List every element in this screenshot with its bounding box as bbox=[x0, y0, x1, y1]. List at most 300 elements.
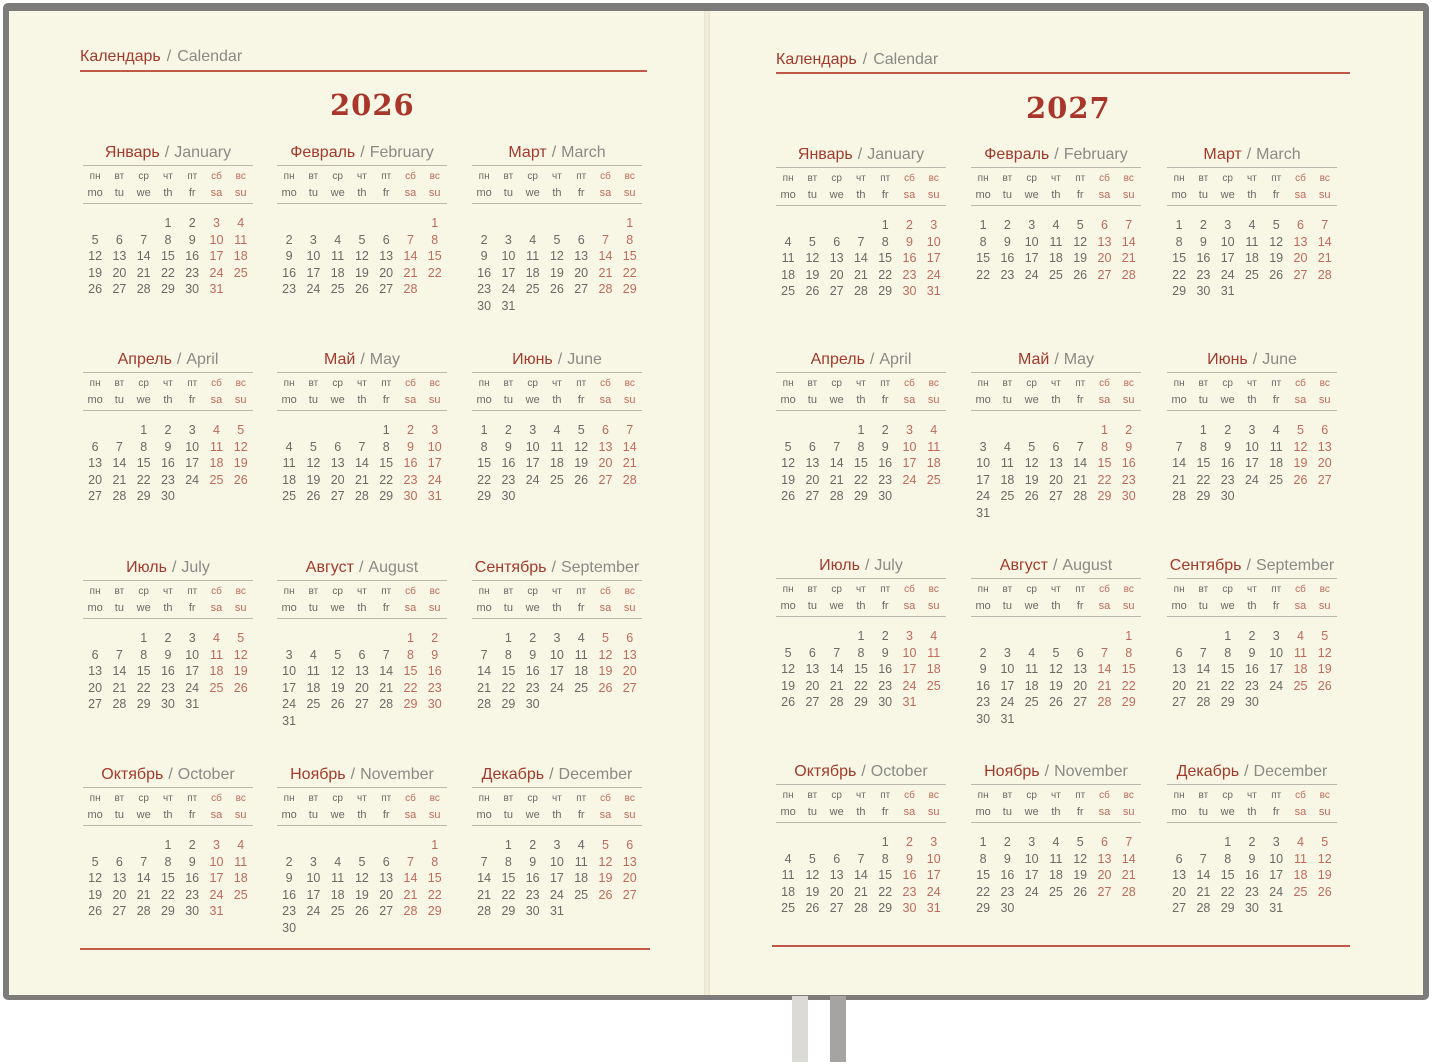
day-cell: 17 bbox=[306, 887, 321, 902]
day-cell: 28 bbox=[622, 472, 637, 487]
day-cell: 17 bbox=[902, 456, 917, 470]
weekday-en: mo bbox=[1171, 806, 1187, 818]
day-cell: 7 bbox=[1199, 645, 1207, 660]
day-cell: 4 bbox=[1052, 835, 1060, 849]
day-cell bbox=[1068, 628, 1092, 645]
weekday-en: th bbox=[357, 602, 367, 614]
day-cell: 6 bbox=[626, 631, 634, 645]
day-cell: 17 bbox=[501, 265, 516, 280]
spacer bbox=[776, 620, 946, 628]
day-cell: 23 bbox=[1000, 884, 1015, 899]
day-cell bbox=[326, 920, 350, 937]
day-cell: 1 bbox=[1175, 218, 1183, 232]
title-separator: / bbox=[557, 351, 563, 368]
day-cell: 20 bbox=[574, 265, 589, 280]
weekday-ru: пт bbox=[576, 586, 587, 597]
day-cell: 26 bbox=[805, 284, 820, 298]
day-cell: 8 bbox=[431, 854, 439, 869]
weekday-ru: сб bbox=[405, 378, 416, 389]
day-cell: 29 bbox=[622, 282, 637, 296]
day-cell: 7 bbox=[140, 232, 148, 247]
day-cell bbox=[326, 422, 350, 439]
day-cell: 1 bbox=[881, 835, 889, 849]
week-row bbox=[776, 851, 946, 868]
week-row bbox=[1167, 645, 1337, 662]
weekday-en: th bbox=[357, 394, 367, 406]
day-cell: 16 bbox=[878, 662, 893, 676]
week-row bbox=[277, 265, 447, 282]
day-cell: 7 bbox=[857, 234, 865, 249]
title-separator: / bbox=[1052, 557, 1058, 574]
day-cell bbox=[825, 834, 849, 851]
month-title bbox=[277, 765, 447, 785]
day-cell: 17 bbox=[1244, 456, 1259, 470]
day-cell: 2 bbox=[529, 631, 537, 645]
week-row bbox=[971, 900, 1141, 917]
day-cell: 23 bbox=[1196, 267, 1211, 282]
month-title bbox=[776, 145, 946, 165]
month-february-2026 bbox=[277, 143, 447, 298]
month-february-2027 bbox=[971, 145, 1141, 283]
weekday-header-en bbox=[776, 598, 946, 614]
weekday-en: tu bbox=[1198, 600, 1208, 612]
day-cell bbox=[1264, 694, 1288, 711]
day-cell: 13 bbox=[379, 871, 394, 885]
weekday-header-ru bbox=[1167, 171, 1337, 187]
day-cell: 9 bbox=[529, 854, 537, 869]
day-cell bbox=[569, 488, 593, 505]
day-cell: 30 bbox=[185, 904, 200, 918]
weekday-ru: вс bbox=[1123, 173, 1134, 184]
day-cell: 14 bbox=[829, 662, 844, 676]
weekday-rule bbox=[1167, 616, 1337, 617]
weekday-en: we bbox=[829, 189, 844, 201]
month-name-en: October bbox=[870, 763, 928, 780]
weekday-header-ru bbox=[472, 584, 642, 600]
month-name-en: May bbox=[369, 351, 401, 368]
day-cell: 13 bbox=[1097, 234, 1112, 249]
weekday-ru: ср bbox=[332, 171, 343, 182]
weekday-ru: пт bbox=[381, 793, 392, 804]
weekday-en: sa bbox=[1098, 189, 1111, 201]
day-cell: 23 bbox=[878, 472, 893, 487]
day-cell: 28 bbox=[1121, 267, 1136, 282]
day-cell: 16 bbox=[1121, 456, 1136, 470]
month-name-en: August bbox=[1062, 557, 1113, 574]
day-cell: 24 bbox=[976, 489, 991, 503]
title-separator: / bbox=[350, 766, 356, 783]
weekday-en: we bbox=[1220, 189, 1235, 201]
month-name-en: September bbox=[1255, 557, 1335, 574]
day-cell: 20 bbox=[88, 680, 103, 695]
month-rule bbox=[277, 165, 447, 166]
day-cell: 9 bbox=[504, 439, 512, 454]
day-cell: 9 bbox=[188, 232, 196, 247]
day-cell bbox=[301, 713, 325, 730]
title-separator: / bbox=[1246, 146, 1252, 163]
day-cell: 30 bbox=[501, 489, 516, 503]
day-cell: 22 bbox=[1121, 678, 1136, 693]
weekday-header-en bbox=[277, 392, 447, 408]
weekday-ru: ср bbox=[1026, 584, 1037, 595]
day-cell: 19 bbox=[88, 887, 103, 902]
day-cell: 19 bbox=[354, 265, 369, 280]
week-row bbox=[83, 488, 253, 505]
week-row bbox=[971, 711, 1141, 728]
day-cell: 8 bbox=[382, 439, 390, 454]
day-cell: 21 bbox=[1121, 868, 1136, 882]
day-cell: 14 bbox=[403, 871, 418, 885]
weekday-ru: ср bbox=[527, 793, 538, 804]
day-cell: 13 bbox=[1097, 851, 1112, 866]
day-cell bbox=[1288, 900, 1312, 917]
week-row bbox=[1167, 900, 1337, 917]
day-cell: 5 bbox=[601, 631, 609, 645]
weekday-ru: вт bbox=[807, 790, 818, 801]
weekday-header-en bbox=[83, 807, 253, 823]
weekday-en: sa bbox=[1098, 600, 1111, 612]
day-cell: 12 bbox=[1317, 645, 1332, 660]
weekday-ru: пн bbox=[89, 378, 101, 389]
day-cell: 5 bbox=[91, 854, 99, 869]
week-row bbox=[472, 455, 642, 472]
day-cell: 29 bbox=[379, 489, 394, 503]
month-name-ru: Май bbox=[323, 351, 356, 368]
weekday-en: mo bbox=[975, 189, 991, 201]
day-cell: 5 bbox=[334, 647, 342, 662]
week-row bbox=[1167, 834, 1337, 851]
day-cell bbox=[107, 422, 131, 439]
week-row bbox=[1167, 455, 1337, 472]
weekday-en: mo bbox=[87, 602, 103, 614]
weekday-en: su bbox=[927, 189, 940, 201]
day-cell: 29 bbox=[1172, 284, 1187, 298]
week-row bbox=[83, 903, 253, 920]
day-cell bbox=[1117, 505, 1141, 522]
weekday-ru: пт bbox=[381, 171, 392, 182]
day-cell: 22 bbox=[1097, 472, 1112, 487]
weekday-en: su bbox=[1122, 189, 1135, 201]
day-cell: 23 bbox=[185, 265, 200, 280]
day-cell: 10 bbox=[1244, 439, 1259, 454]
week-row bbox=[277, 903, 447, 920]
weekday-ru: пт bbox=[187, 793, 198, 804]
weekday-en: tu bbox=[308, 602, 318, 614]
weekday-en: th bbox=[856, 394, 866, 406]
day-cell: 15 bbox=[976, 868, 991, 882]
day-cell bbox=[800, 217, 824, 234]
day-cell: 15 bbox=[853, 456, 868, 470]
title-separator: / bbox=[861, 763, 866, 780]
day-cell: 27 bbox=[88, 489, 103, 503]
day-cell: 24 bbox=[209, 265, 224, 280]
day-cell: 20 bbox=[1172, 884, 1187, 899]
day-cell: 22 bbox=[1196, 472, 1211, 487]
day-cell: 25 bbox=[1024, 695, 1039, 709]
day-cell: 29 bbox=[160, 904, 175, 918]
day-cell: 5 bbox=[237, 631, 245, 645]
day-cell: 27 bbox=[88, 697, 103, 711]
weekday-en: sa bbox=[599, 187, 612, 199]
weekday-header-ru bbox=[472, 169, 642, 185]
month-rule bbox=[277, 787, 447, 788]
weekday-ru: пт bbox=[1271, 173, 1282, 184]
day-cell: 2 bbox=[1224, 423, 1232, 437]
day-cell: 9 bbox=[1224, 439, 1232, 454]
weekday-en: we bbox=[525, 394, 540, 406]
day-cell: 17 bbox=[926, 251, 941, 265]
day-cell: 1 bbox=[431, 216, 439, 230]
weekday-en: fr bbox=[577, 394, 585, 406]
day-cell: 11 bbox=[574, 647, 588, 662]
day-cell: 2 bbox=[1248, 629, 1256, 643]
day-cell: 8 bbox=[140, 647, 148, 662]
weekday-rule bbox=[277, 618, 447, 619]
day-cell: 27 bbox=[379, 282, 394, 296]
day-cell: 21 bbox=[403, 265, 418, 280]
weekday-ru: пн bbox=[478, 793, 490, 804]
month-may-2026 bbox=[277, 350, 447, 505]
weekday-en: mo bbox=[975, 806, 991, 818]
day-cell: 2 bbox=[164, 631, 172, 645]
weekday-ru: пн bbox=[1173, 584, 1185, 595]
day-cell: 21 bbox=[379, 680, 394, 695]
month-name-en: December bbox=[558, 766, 633, 783]
day-cell: 4 bbox=[334, 232, 342, 247]
day-cell: 7 bbox=[115, 647, 123, 662]
weekday-rule bbox=[971, 822, 1141, 823]
day-cell: 6 bbox=[601, 423, 609, 437]
week-row bbox=[472, 663, 642, 680]
day-cell: 27 bbox=[112, 282, 127, 296]
weekday-header-ru bbox=[971, 171, 1141, 187]
day-cell: 2 bbox=[1125, 423, 1133, 437]
header-rule-right bbox=[776, 72, 1350, 74]
day-cell: 26 bbox=[1293, 472, 1308, 487]
week-row bbox=[83, 663, 253, 680]
week-row bbox=[776, 455, 946, 472]
day-cell: 20 bbox=[88, 472, 103, 487]
day-cell: 14 bbox=[853, 251, 868, 265]
day-cell: 14 bbox=[622, 439, 637, 454]
weekday-ru: ср bbox=[138, 171, 149, 182]
day-cell: 18 bbox=[1048, 868, 1063, 882]
weekday-en: mo bbox=[780, 394, 796, 406]
header-en: Calendar bbox=[873, 51, 939, 68]
weekday-header-ru bbox=[277, 169, 447, 185]
day-cell: 28 bbox=[379, 697, 394, 711]
day-cell: 11 bbox=[1000, 456, 1014, 470]
day-cell: 25 bbox=[1000, 489, 1015, 503]
weekday-ru: чт bbox=[856, 584, 866, 595]
weekday-en: fr bbox=[881, 600, 889, 612]
day-cell: 12 bbox=[330, 664, 345, 678]
day-cell bbox=[83, 837, 107, 854]
weekday-en: fr bbox=[1272, 806, 1280, 818]
weekday-en: fr bbox=[188, 602, 196, 614]
day-cell: 15 bbox=[379, 456, 394, 470]
weekday-rule bbox=[83, 410, 253, 411]
day-cell: 12 bbox=[598, 854, 613, 869]
day-cell: 11 bbox=[331, 249, 345, 263]
weekday-ru: чт bbox=[552, 586, 562, 597]
spacer bbox=[277, 829, 447, 837]
day-cell: 11 bbox=[209, 647, 223, 662]
day-cell: 2 bbox=[164, 423, 172, 437]
day-cell: 1 bbox=[164, 838, 172, 852]
day-cell: 17 bbox=[549, 871, 564, 885]
day-cell: 30 bbox=[525, 904, 540, 918]
day-cell bbox=[472, 837, 496, 854]
day-cell: 22 bbox=[622, 265, 637, 280]
week-row bbox=[277, 248, 447, 265]
weekday-rule bbox=[83, 618, 253, 619]
day-cell: 25 bbox=[549, 472, 564, 487]
weekday-en: mo bbox=[1171, 394, 1187, 406]
day-cell: 26 bbox=[598, 680, 613, 695]
day-cell: 7 bbox=[140, 854, 148, 869]
day-cell: 5 bbox=[808, 234, 816, 249]
weekday-en: sa bbox=[1098, 394, 1111, 406]
day-cell: 27 bbox=[598, 472, 613, 487]
day-cell: 25 bbox=[525, 282, 540, 296]
day-cell bbox=[521, 488, 545, 505]
day-cell: 8 bbox=[140, 439, 148, 454]
week-row bbox=[83, 439, 253, 456]
month-title bbox=[971, 145, 1141, 165]
day-cell bbox=[1167, 422, 1191, 439]
weekday-en: tu bbox=[308, 809, 318, 821]
weekday-header-en bbox=[971, 804, 1141, 820]
day-cell: 14 bbox=[379, 664, 394, 678]
weekday-rule bbox=[83, 825, 253, 826]
week-row bbox=[277, 232, 447, 249]
day-cell: 8 bbox=[504, 854, 512, 869]
day-cell: 8 bbox=[1199, 439, 1207, 454]
weekday-ru: ср bbox=[831, 378, 842, 389]
weekday-ru: пт bbox=[880, 378, 891, 389]
day-cell: 6 bbox=[626, 838, 634, 852]
weekday-rule bbox=[971, 410, 1141, 411]
weekday-rule bbox=[776, 822, 946, 823]
day-cell: 20 bbox=[379, 887, 394, 902]
day-cell: 8 bbox=[857, 645, 865, 660]
month-rule bbox=[971, 578, 1141, 579]
day-cell: 21 bbox=[112, 680, 127, 695]
weekday-ru: пт bbox=[1075, 790, 1086, 801]
day-cell bbox=[1167, 628, 1191, 645]
day-cell: 8 bbox=[480, 439, 488, 454]
day-cell: 18 bbox=[330, 265, 345, 280]
day-cell: 17 bbox=[1024, 868, 1039, 882]
day-cell: 10 bbox=[1000, 662, 1015, 676]
day-cell: 16 bbox=[525, 664, 540, 678]
day-cell: 7 bbox=[626, 423, 634, 437]
weekday-ru: вт bbox=[308, 378, 319, 389]
day-cell: 25 bbox=[233, 265, 248, 280]
day-cell: 24 bbox=[1024, 884, 1039, 899]
week-row bbox=[1167, 661, 1337, 678]
day-cell: 7 bbox=[480, 854, 488, 869]
weekday-ru: вт bbox=[114, 793, 125, 804]
day-cell: 4 bbox=[1003, 439, 1011, 454]
day-cell: 17 bbox=[1000, 678, 1015, 693]
day-cell: 6 bbox=[1076, 645, 1084, 660]
weekday-ru: сб bbox=[405, 586, 416, 597]
weekday-ru: пн bbox=[478, 378, 490, 389]
day-cell: 26 bbox=[1073, 267, 1088, 282]
day-cell: 4 bbox=[1028, 645, 1036, 660]
month-name-en: March bbox=[1256, 146, 1301, 163]
weekday-ru: чт bbox=[357, 586, 367, 597]
day-cell: 13 bbox=[112, 871, 127, 885]
weekday-header-en bbox=[971, 392, 1141, 408]
day-cell bbox=[1044, 505, 1068, 522]
day-cell: 17 bbox=[306, 265, 321, 280]
day-cell: 14 bbox=[1073, 456, 1088, 470]
day-cell: 20 bbox=[330, 472, 345, 487]
day-cell: 8 bbox=[979, 851, 987, 866]
weekday-en: we bbox=[1024, 600, 1039, 612]
day-cell bbox=[326, 630, 350, 647]
weekday-ru: вс bbox=[429, 378, 440, 389]
month-november-2027 bbox=[971, 762, 1141, 917]
weekday-en: sa bbox=[404, 809, 417, 821]
day-cell: 25 bbox=[330, 904, 345, 918]
week-row bbox=[472, 248, 642, 265]
day-cell: 27 bbox=[622, 680, 637, 695]
day-cell: 14 bbox=[1121, 234, 1136, 249]
day-cell: 4 bbox=[930, 629, 938, 643]
spacer bbox=[83, 829, 253, 837]
day-cell: 24 bbox=[427, 472, 442, 487]
month-name-en: June bbox=[1262, 351, 1297, 368]
month-name-en: April bbox=[186, 351, 219, 368]
day-cell: 10 bbox=[525, 439, 540, 454]
day-cell: 2 bbox=[285, 854, 293, 869]
day-cell: 6 bbox=[1175, 851, 1183, 866]
day-cell: 9 bbox=[979, 662, 987, 676]
day-cell bbox=[922, 694, 946, 711]
day-cell: 18 bbox=[306, 680, 321, 695]
day-cell: 15 bbox=[136, 456, 151, 470]
spacer bbox=[1167, 620, 1337, 628]
weekday-ru: ср bbox=[831, 173, 842, 184]
week-row bbox=[776, 217, 946, 234]
weekday-en: sa bbox=[404, 187, 417, 199]
day-cell: 15 bbox=[976, 251, 991, 265]
day-cell bbox=[922, 488, 946, 505]
weekday-ru: ср bbox=[332, 378, 343, 389]
weekday-en: tu bbox=[807, 394, 817, 406]
day-cell: 20 bbox=[1073, 678, 1088, 693]
day-cell bbox=[1020, 711, 1044, 728]
day-cell: 31 bbox=[427, 489, 442, 503]
day-cell: 2 bbox=[1199, 218, 1207, 232]
day-cell: 3 bbox=[930, 218, 938, 232]
day-cell: 15 bbox=[1220, 868, 1235, 882]
day-cell: 12 bbox=[1024, 456, 1039, 470]
day-cell: 11 bbox=[781, 868, 795, 882]
day-cell: 2 bbox=[1003, 218, 1011, 232]
day-cell: 30 bbox=[1220, 489, 1235, 503]
day-cell: 26 bbox=[233, 680, 248, 695]
spacer bbox=[971, 620, 1141, 628]
title-separator: / bbox=[360, 144, 365, 161]
day-cell: 25 bbox=[1293, 678, 1308, 693]
day-cell: 7 bbox=[480, 647, 488, 662]
day-cell: 14 bbox=[1097, 662, 1112, 676]
